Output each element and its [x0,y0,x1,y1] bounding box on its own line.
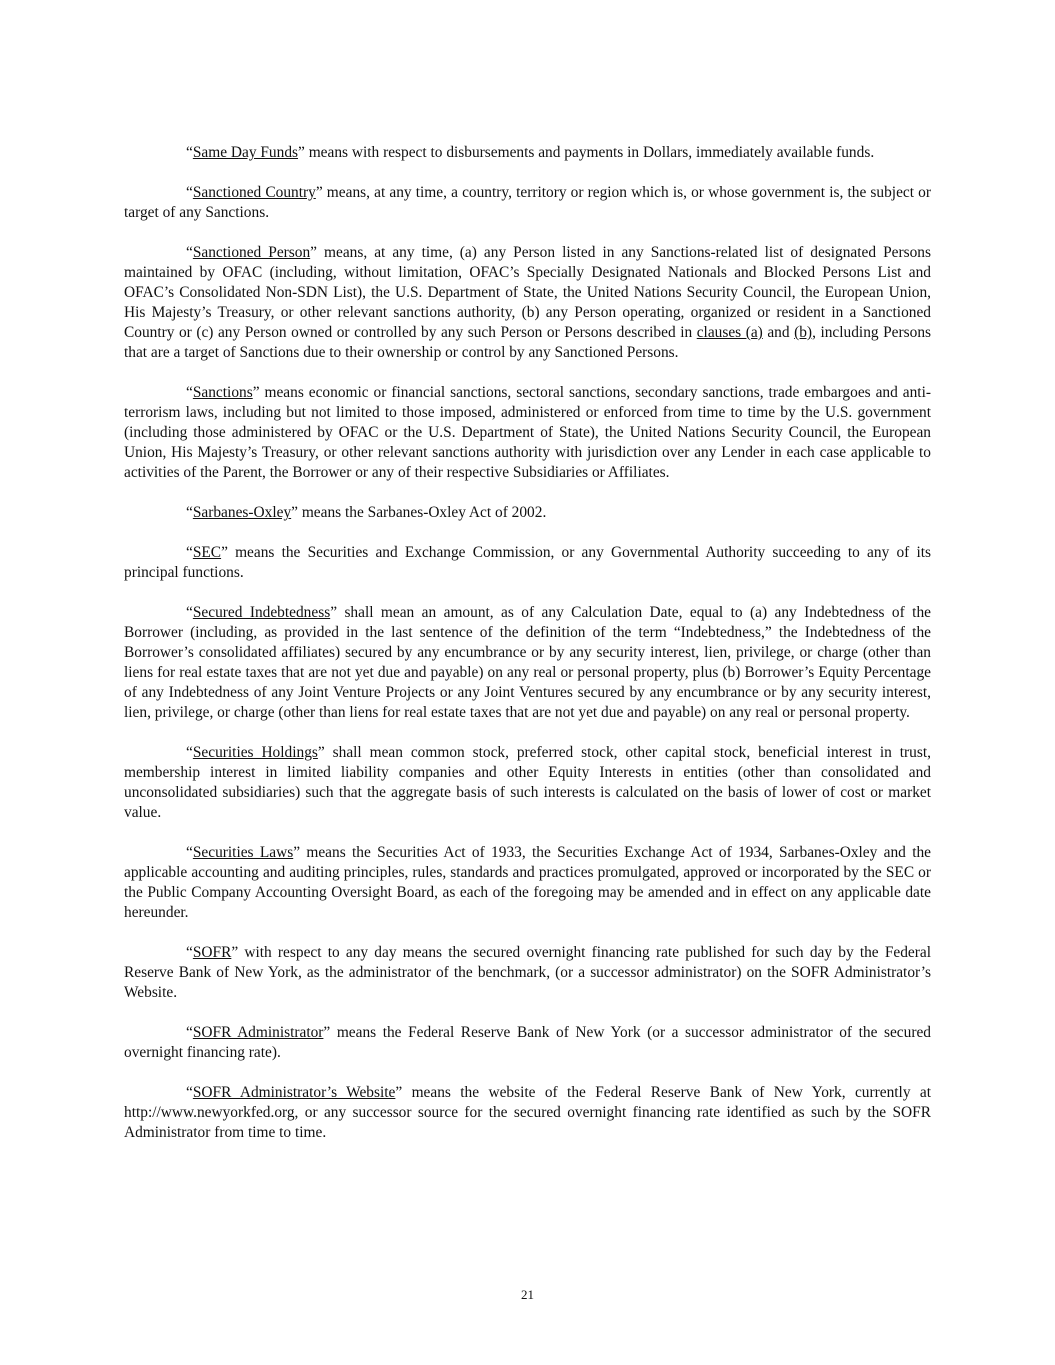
definition-sofr: “SOFR” with respect to any day means the secured overnight financing rate published for such day by the Federal Reserve Bank of New York, as the administrator of the benchmark, (or a successor administrator) on the SOFR Administrator’s Website. [124,944,931,1001]
definition-text: ” shall mean an amount, as of any Calculation Date, equal to (a) any Indebtedness of the Borrower (including, as provided in the last sentence of the definition of the term “Indebtedness,” the Indebtedness of the Borrower’s consolidated affiliates) secured by any encumbrance or by any security interest, lien, privilege, or charge (other than liens for real estate taxes that are not yet due and payable) on any real or personal property, plus (b) Borrower’s Equity Percentage of any Indebtedness of any Joint Venture Projects or any Joint Ventures secured by any encumbrance or by any security interest, lien, privilege, or charge (other than liens for real estate taxes that are not yet due and payable) on any real or personal property. [124,604,931,721]
defined-term: Secured Indebtedness [192,604,331,621]
defined-term: Securities Holdings [192,744,318,761]
defined-term: Securities Laws [192,844,294,861]
definition-sanctioned-person: “Sanctioned Person” means, at any time, (a) any Person listed in any Sanctions-related list of designated Persons maintained by OFAC (including, without limitation, OFAC’s Specially Designated Nationals and Blocked Persons List and OFAC’s Consolidated Non-SDN List), the U.S. Department of State, the United Nations Security Council, the European Union, His Majesty’s Treasury, or other relevant sanctions authority, (b) any Person operating, organized or resident in a Sanctioned Country or (c) any Person owned or controlled by any such Person or Persons described in clauses (a) and (b), including Persons that are a target of Sanctions due to their ownership or control by any Sanctioned Persons. [124,244,932,361]
defined-term: SOFR Administrator’s Website [192,1084,396,1101]
defined-term: Same Day Funds [192,144,299,161]
defined-term: SEC [192,544,222,561]
page-number: 21 [521,1287,534,1302]
definition-same-day-funds: “Same Day Funds” means with respect to disbursements and payments in Dollars, immediately available funds. [186,144,875,161]
definition-text: ” means the Securities and Exchange Commission, or any Governmental Authority succeeding to any of its principal functions. [124,544,931,581]
definition-securities-laws: “Securities Laws” means the Securities Act of 1933, the Securities Exchange Act of 1934, Sarbanes-Oxley and the applicable accounting and auditing principles, rules, standards and practices promulgated, approved or incorporated by the SEC or the Public Company Accounting Oversight Board, as each of the foregoing may be amended and in effect on any applicable date hereunder. [124,844,932,921]
definition-secured-indebtedness: “Secured Indebtedness” shall mean an amount, as of any Calculation Date, equal to (a) any Indebtedness of the Borrower (including, as provided in the last sentence of the definition of the term “Indebtedness,” the Indebtedness of the Borrower’s consolidated affiliates) secured by any encumbrance or by any security interest, lien, privilege, or charge (other than liens for real estate taxes that are not yet due and payable) on any real or personal property, plus (b) Borrower’s Equity Percentage of any Indebtedness of any Joint Venture Projects or any Joint Ventures secured by any encumbrance or by any security interest, lien, privilege, or charge (other than liens for real estate taxes that are not yet due and payable) on any real or personal property. [124,604,931,721]
definition-securities-holdings: “Securities Holdings” shall mean common stock, preferred stock, other capital stock, beneficial interest in trust, membership interest in limited liability companies and other Equity Interests in entities (other than consolidated and unconsolidated subsidiaries) such that the aggregate basis of such interests is calculated on the basis of lower of cost or market value. [124,744,931,821]
document-body [124,143,931,1163]
definition-text: ” means, at any time, a country, territory or region which is, or whose government is, the subject or target of any Sanctions. [124,184,931,221]
clause-reference-b: (b) [794,324,813,341]
definition-text: ” shall mean common stock, preferred stock, other capital stock, beneficial interest in trust, membership interest in limited liability companies and other Equity Interests in entities (other than consolidated and unconsolidated subsidiaries) such that the aggregate basis of such interests is calculated on the basis of lower of cost or market value. [124,744,931,821]
defined-term: Sanctioned Country [192,184,316,201]
definition-text: ” means economic or financial sanctions, sectoral sanctions, secondary sanctions, trade embargoes and anti-terrorism laws, including but not limited to those imposed, administered or enforced from time to time by the U.S. government (including those administered by OFAC or the U.S. Department of State), the United Nations Security Council, the European Union, His Majesty’s Treasury, or other relevant sanctions authority with jurisdiction over any Lender in each case applicable to activities of the Parent, the Borrower or any of their respective Subsidiaries or Affiliates. [124,384,931,481]
defined-term: Sanctioned Person [192,244,311,261]
definition-sec: “SEC” means the Securities and Exchange Commission, or any Governmental Authority succeeding to any of its principal functions. [124,544,931,581]
definition-text: ” with respect to any day means the secured overnight financing rate published for such day by the Federal Reserve Bank of New York, as the administrator of the benchmark, (or a successor administrator) on the SOFR Administrator’s Website. [124,944,931,1001]
definition-sofr-administrators-website: “SOFR Administrator’s Website” means the website of the Federal Reserve Bank of New York, currently at http://www.newyorkfed.org, or any successor source for the secured overnight financing rate identified as such by the SOFR Administrator from time to time. [124,1084,931,1141]
definition-sanctioned-country: “Sanctioned Country” means, at any time, a country, territory or region which is, or whose government is, the subject or target of any Sanctions. [124,184,931,221]
definition-text: ” means with respect to disbursements and payments in Dollars, immediately available funds. [298,144,875,161]
defined-term: SOFR [192,944,232,961]
definition-text: ” means the Securities Act of 1933, the Securities Exchange Act of 1934, Sarbanes-Oxley and the applicable accounting and auditing principles, rules, standards and practices promulgated, approved or incorporated by the SEC or the Public Company Accounting Oversight Board, as each of the foregoing may be amended and in effect on any applicable date hereunder. [124,844,932,921]
definition-text: and [762,324,795,341]
definition-text: ” means the Sarbanes-Oxley Act of 2002. [291,504,547,521]
definition-sanctions: “Sanctions” means economic or financial sanctions, sectoral sanctions, secondary sanctions, trade embargoes and anti-terrorism laws, including but not limited to those imposed, administered or enforced from time to time by the U.S. government (including those administered by OFAC or the U.S. Department of State), the United Nations Security Council, the European Union, His Majesty’s Treasury, or other relevant sanctions authority with jurisdiction over any Lender in each case applicable to activities of the Parent, the Borrower or any of their respective Subsidiaries or Affiliates. [124,384,931,481]
definition-text: , including Persons that are a target of Sanctions due to their ownership or control by any Sanctioned Persons. [124,324,932,361]
clause-reference-a: clauses (a) [696,324,763,341]
defined-term: Sanctions [192,384,253,401]
defined-term: Sarbanes-Oxley [192,504,292,521]
definition-sofr-administrator: “SOFR Administrator” means the Federal Reserve Bank of New York (or a successor administrator of the secured overnight financing rate). [124,1024,931,1061]
definition-text: ” means the website of the Federal Reserve Bank of New York, currently at http://www.newyorkfed.org, or any successor source for the secured overnight financing rate identified as such by the SOFR Administrator from time to time. [124,1084,931,1141]
definition-text: ” means the Federal Reserve Bank of New York (or a successor administrator of the secured overnight financing rate). [124,1024,931,1061]
definition-text: ” means, at any time, (a) any Person listed in any Sanctions-related list of designated Persons maintained by OFAC (including, without limitation, OFAC’s Specially Designated Nationals and Blocked Persons List and OFAC’s Consolidated Non-SDN List), the U.S. Department of State, the United Nations Security Council, the European Union, His Majesty’s Treasury, or other relevant sanctions authority, (b) any Person operating, organized or resident in a Sanctioned Country or (c) any Person owned or controlled by any such Person or Persons described in [124,244,931,341]
definition-sarbanes-oxley: “Sarbanes-Oxley” means the Sarbanes-Oxley Act of 2002. [186,504,547,521]
defined-term: SOFR Administrator [192,1024,324,1041]
